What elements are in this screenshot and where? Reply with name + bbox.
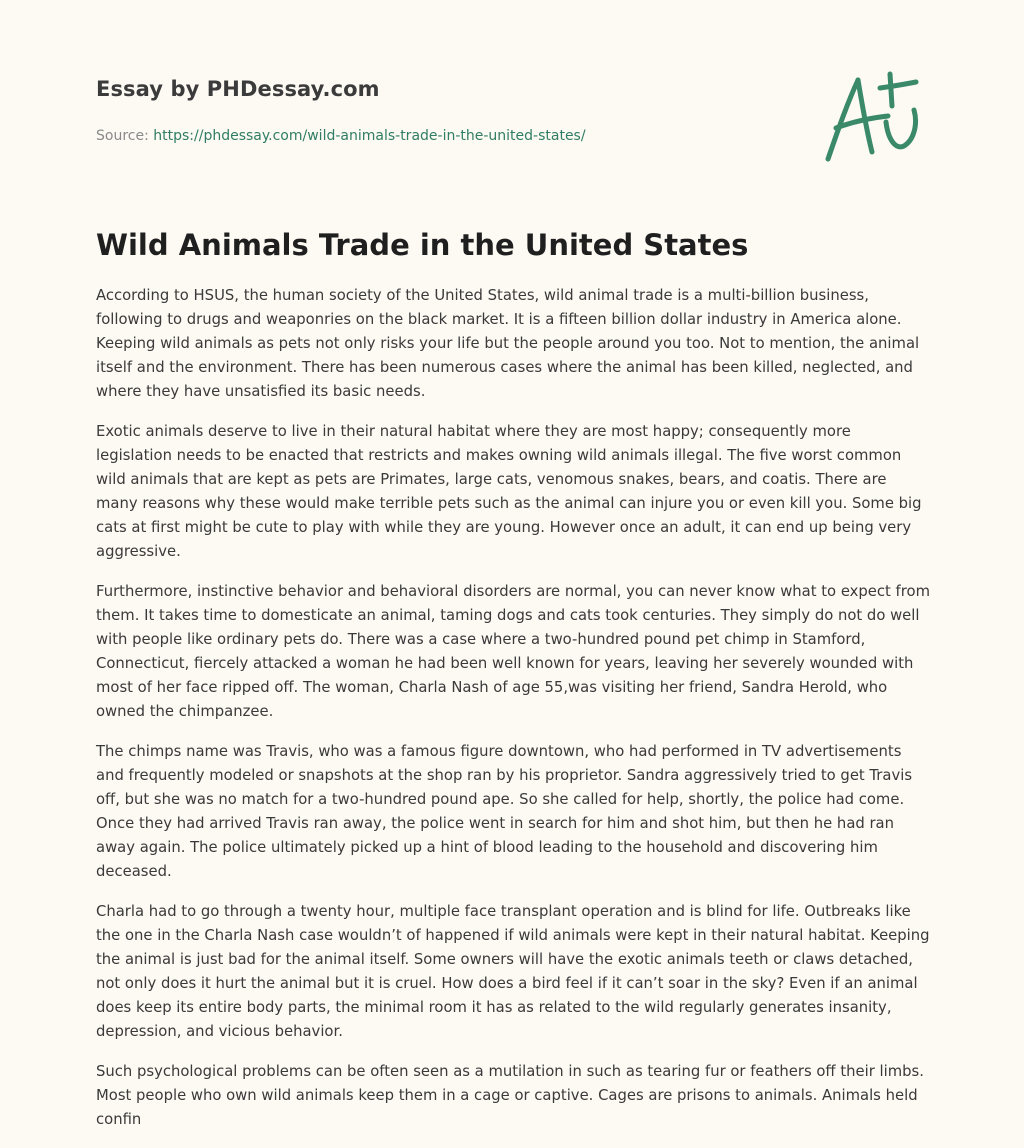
essay-paragraph: Such psychological problems can be often seen as a mutilation in such as tearing fur or feathers off their limbs. Most people who own wild animals keep them in a cage or captive. Cages are prisons to animals. Animals held confin bbox=[96, 1063, 924, 1128]
brand-title: Essay by PHDessay.com bbox=[96, 77, 380, 101]
essay-paragraph: According to HSUS, the human society of the United States, wild animal trade is a multi-billion business, following to drugs and weaponries on the black market. It is a fifteen billion dollar industry in America alone. Keeping wild animals as pets not only risks your life but the people around you too. Not to mention, the animal itself and the environment. There has been numerous cases where the animal has been killed, neglected, and where they have unsatisfied its basic needs. bbox=[96, 287, 920, 400]
essay-paragraph: Exotic animals deserve to live in their natural habitat where they are most happy; consequently more legislation needs to be enacted that restricts and makes owning wild animals illegal. The five worst common wild animals that are kept as pets are Primates, large cats, venomous snakes, bears, and coatis. There are many reasons why these would make terrible pets such as the animal can injure you or even kill you. Some big cats at first might be cute to play with while they are young. However once an adult, it can end up being very aggressive. bbox=[96, 423, 922, 560]
essay-paragraph: The chimps name was Travis, who was a famous figure downtown, who had performed in TV advertisements and frequently modeled or snapshots at the shop ran by his proprietor. Sandra aggressively tried to get Travis off, but she was no match for a two-hundred pound ape. So she called for help, shortly, the police had come. Once they had arrived Travis ran away, the police went in search for him and shot him, but then he had ran away again. The police ultimately picked up a hint of blood leading to the household and discovering him deceased. bbox=[96, 743, 913, 880]
essay-paragraph: Furthermore, instinctive behavior and behavioral disorders are normal, you can never know what to expect from them. It takes time to domesticate an animal, taming dogs and cats took centuries. They simply do not do well with people like ordinary pets do. There was a case where a two-hundred pound pet chimp in Stamford, Connecticut, fiercely attacked a woman he had been well known for years, leaving her severely wounded with most of her face ripped off. The woman, Charla Nash of age 55,was visiting her friend, Sandra Herold, who owned the chimpanzee. bbox=[96, 583, 930, 720]
essay-title: Wild Animals Trade in the United States bbox=[96, 228, 749, 262]
source-label: Source: bbox=[96, 128, 154, 144]
page-header bbox=[96, 72, 796, 146]
a-plus-grade-icon bbox=[818, 66, 930, 166]
essay-body bbox=[96, 284, 930, 1148]
source-link[interactable]: https://phdessay.com/wild-animals-trade-in-the-united-states/ bbox=[153, 128, 586, 144]
source-line bbox=[96, 126, 796, 146]
essay-paragraph: Charla had to go through a twenty hour, multiple face transplant operation and is blind for life. Outbreaks like the one in the Charla Nash case wouldn’t of happened if wild animals were kept in their natural habitat. Keeping the animal is just bad for the animal itself. Some owners will have the exotic animals teeth or claws detached, not only does it hurt the animal but it is cruel. How does a bird feel if it can’t soar in the sky? Even if an animal does keep its entire body parts, the minimal room it has as related to the wild regularly generates insanity, depression, and vicious behavior. bbox=[96, 903, 930, 1040]
